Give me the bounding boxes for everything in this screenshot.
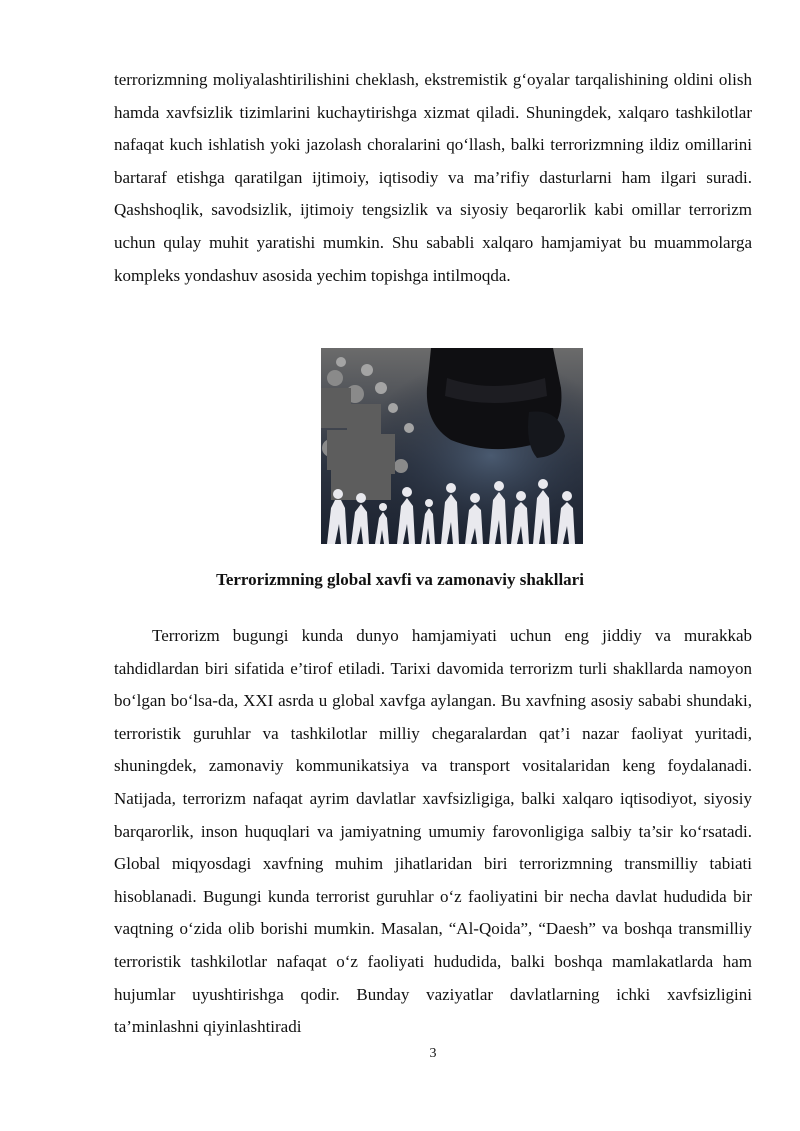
- paragraph-main: Terrorizm bugungi kunda dunyo hamjamiyati uchun eng jiddiy va murakkab tahdidlardan biri sifatida e’tirof etiladi. Tarixi davomida terrorizm turli shakllarda namoyon bo‘lgan bo‘lsa-da, XXI asrda u global xavfga aylangan. Bu xavfning asosiy sababi shundaki, terroristik guruhlar va tashkilotlar milliy chegaralardan qat’i nazar faoliyat yuritadi, shuningdek, zamonaviy kommunikatsiya va transport vositalaridan keng foydalanadi. Natijada, terrorizm nafaqat ayrim davlatlar xavfsizligiga, balki xalqaro iqtisodiyot, siyosiy barqarorlik, inson huquqlari va jamiyatning umumiy farovonligiga salbiy ta’sir ko‘rsatadi. Global miqyosdagi xavfning muhim jihatlaridan biri terrorizmning transmilliy tabiati hisoblanadi. Bugungi kunda terrorist guruhlar o‘z faoliyatini bir necha davlat hududida bir vaqtning o‘zida olib borishi mumkin. Masalan, “Al-Qoida”, “Daesh” va boshqa transmilliy terroristik tashkilotlar nafaqat o‘z faoliyati hududida, balki boshqa mamlakatlarda ham hujumlar uyushtirishga qodir. Bunday vaziyatlar davlatlarning ichki xavfsizligini ta’minlashni qiyinlashtiradi: [114, 626, 752, 1037]
- section-heading: Terrorizmning global xavfi va zamonaviy shakllari: [216, 570, 584, 589]
- page-number: 3: [429, 1046, 437, 1061]
- paragraph-intro: terrorizmning moliyalashtirilishini cheklash, ekstremistik g‘oyalar tarqalishining oldini olish hamda xavfsizlik tizimlarini kuchaytirishga xizmat qiladi. Shuningdek, xalqaro tashkilotlar nafaqat kuch ishlatish yoki jazolash choralarini qo‘llash, balki terrorizmning ildiz omillarini bartaraf etishga qaratilgan ijtimoiy, iqtisodiy va ma’rifiy dasturlarni ham ilgari suradi. Qashshoqlik, savodsizlik, ijtimoiy tengsizlik va siyosiy beqarorlik kabi omillar terrorizm uchun qulay muhit yaratishi mumkin. Shu sababli xalqaro hamjamiyat bu muammolarga kompleks yondashuv asosida yechim topishga intilmoqda.: [114, 70, 752, 285]
- terrorism-illustration: [321, 348, 583, 544]
